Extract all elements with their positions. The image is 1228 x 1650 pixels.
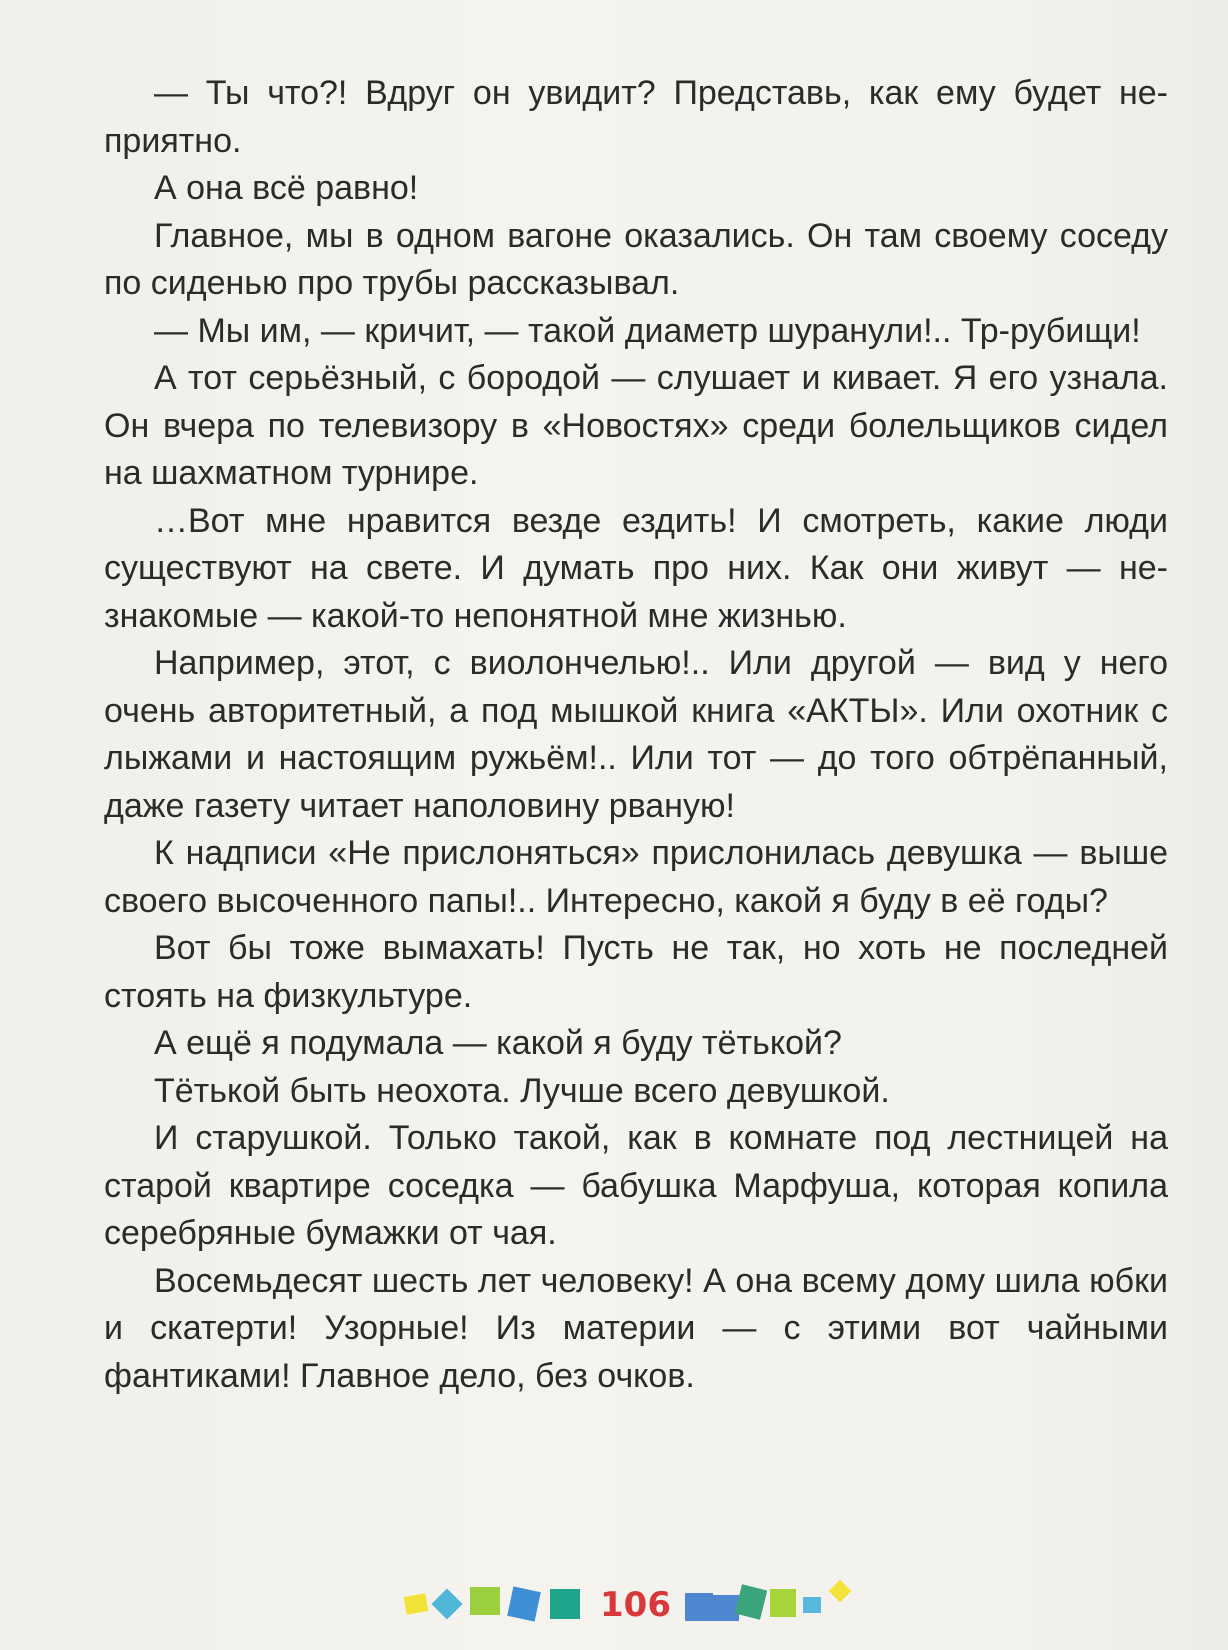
decor-square-8 — [735, 1584, 767, 1619]
paragraph-10: А ещё я подумала — какой я буду тётькой? — [154, 1024, 842, 1062]
body-text — [104, 70, 1168, 1400]
paragraph-2: А она всё равно! — [154, 169, 419, 207]
decor-square-3 — [470, 1587, 500, 1615]
page-number: 106 — [600, 1585, 671, 1625]
paragraph-6: …Вот мне нравится везде ездить! И смотреть, какие люди существуют на свете. И думать про них. Как они живут — незнакомые — какой-то непонятной мне жизнью. — [104, 501, 1168, 635]
paragraph-7: Например, этот, с виолончелью!.. Или другой — вид у него очень авторитетный, а под мышкой книга «АКТЫ». Или охотник с лыжами и настоящим ружьём!.. Или тот — до того обтрёпанный, даже газету читает наполовину рваную! — [104, 644, 1168, 825]
decor-square-4 — [507, 1586, 541, 1621]
paragraph-1: — Ты что?! Вдруг он увидит? Представь, как ему будет неприятно. — [104, 74, 1168, 160]
decor-square-5 — [550, 1589, 580, 1619]
decor-diamond-2 — [431, 1588, 462, 1619]
paragraph-5: А тот серьёзный, с бородой — слушает и кивает. Я его узнала. Он вчера по телевизору в «Новостях» среди болельщиков сидел на шахматном турнире. — [104, 359, 1168, 492]
paragraph-8: К надписи «Не прислоняться» прислонилась девушка — выше своего высоченного папы!.. Интересно, какой я буду в её годы? — [104, 834, 1168, 920]
decor-square-1 — [404, 1593, 429, 1615]
decor-diamond-11 — [829, 1580, 852, 1603]
page-footer — [0, 1575, 1228, 1635]
paragraph-4: — Мы им, — кричит, — такой диаметр шуранули!.. Тр-рубищи! — [154, 311, 1141, 350]
decor-square-9 — [770, 1589, 796, 1617]
paragraph-3: Главное, мы в одном вагоне оказались. Он там своему соседу по сиденью про трубы рассказывал. — [104, 216, 1168, 302]
paragraph-13: Восемьдесят шесть лет человеку! А она всему дому шила юбки и скатерти! Узорные! Из материи — с этими вот чайными фантиками! Главное дело, без очков. — [104, 1261, 1168, 1395]
decor-square-6 — [685, 1593, 713, 1621]
paragraph-9: Вот бы тоже вымахать! Пусть не так, но хоть не последней стоять на физкультуре. — [104, 929, 1168, 1015]
paragraph-12: И старушкой. Только такой, как в комнате под лестницей на старой квартире соседка — бабушка Марфуша, которая копила серебряные бумажки от чая. — [104, 1119, 1168, 1252]
paragraph-11: Тётькой быть неохота. Лучше всего девушкой. — [154, 1071, 890, 1110]
decor-square-10 — [803, 1597, 821, 1613]
